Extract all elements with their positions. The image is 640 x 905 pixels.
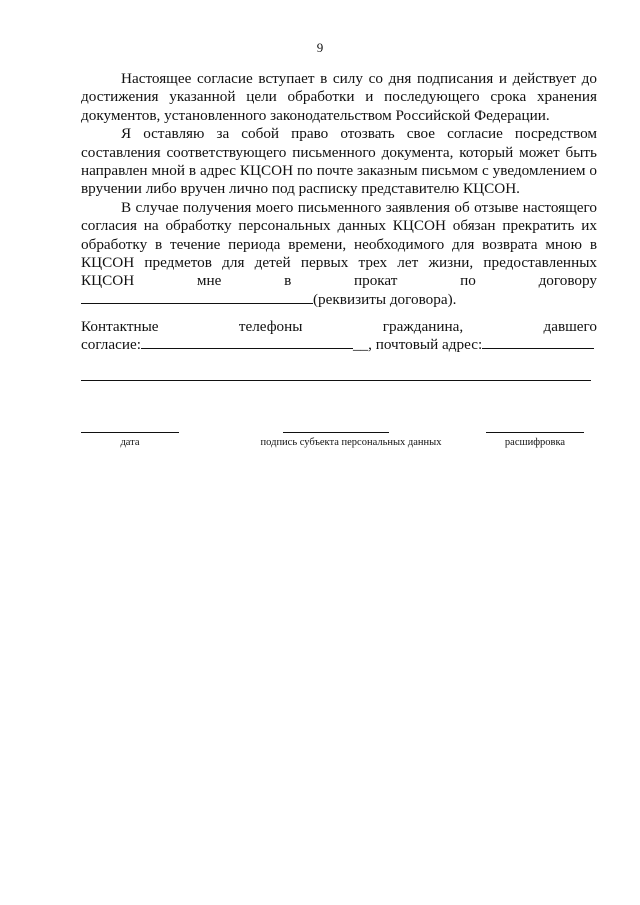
- page-number: 9: [316, 40, 324, 55]
- decoding-label: расшифровка: [504, 437, 566, 448]
- text-line: направлен мной в адрес КЦСОН по почте заказным письмом с уведомлением о: [81, 162, 597, 180]
- postal-address-blank[interactable]: [482, 336, 594, 349]
- text-line: достижения указанной цели обработки и последующего срока хранения: [81, 88, 597, 106]
- text-line: обработку в течение периода времени, необходимого для возврата мною в: [81, 235, 597, 253]
- consent-body: [81, 70, 597, 309]
- text-line: Настоящее согласие вступает в силу со дня подписания и действует до: [121, 70, 597, 87]
- text-line: Я оставляю за собой право отозвать свое согласие посредством: [121, 125, 597, 143]
- postal-address-label: __, почтовый адрес:: [352, 336, 483, 354]
- signature-blank[interactable]: [283, 432, 389, 433]
- text-line: согласия на обработку персональных данных КЦСОН обязан прекратить их: [81, 217, 597, 235]
- text-line: вручении либо вручен лично под расписку представителю КЦСОН.: [81, 180, 520, 198]
- paragraph-revocation-effect: [81, 199, 597, 309]
- text-line: документов, установленного законодательством Российской Федерации.: [81, 106, 550, 124]
- consent-label: согласие:: [81, 336, 141, 354]
- paragraph-validity: [81, 70, 597, 125]
- contacts-block: [81, 318, 597, 355]
- signature-label: подпись субъекта персональных данных: [260, 437, 442, 448]
- text-line: составления соответствующего письменного документа, который может быть: [81, 143, 597, 161]
- decoding-blank[interactable]: [486, 432, 584, 433]
- date-label: дата: [120, 437, 140, 448]
- text-line: В случае получения моего письменного заявления об отзыве настоящего: [121, 198, 597, 216]
- contract-details-label: (реквизиты договора).: [313, 290, 457, 308]
- address-continuation-blank[interactable]: [81, 380, 591, 381]
- contacts-line: Контактные телефоны гражданина, давшего: [81, 318, 597, 335]
- text-line: КЦСОН предметов для детей первых трех лет жизни, предоставленных: [81, 254, 597, 272]
- contract-details-line: [81, 291, 597, 309]
- phone-blank[interactable]: [141, 336, 353, 349]
- paragraph-revocation-right: [81, 125, 597, 199]
- consent-phone-address-line: [81, 336, 597, 354]
- date-blank[interactable]: [81, 432, 179, 433]
- text-line: КЦСОН мне в прокат по договору: [81, 272, 597, 290]
- contract-details-blank[interactable]: [81, 291, 313, 304]
